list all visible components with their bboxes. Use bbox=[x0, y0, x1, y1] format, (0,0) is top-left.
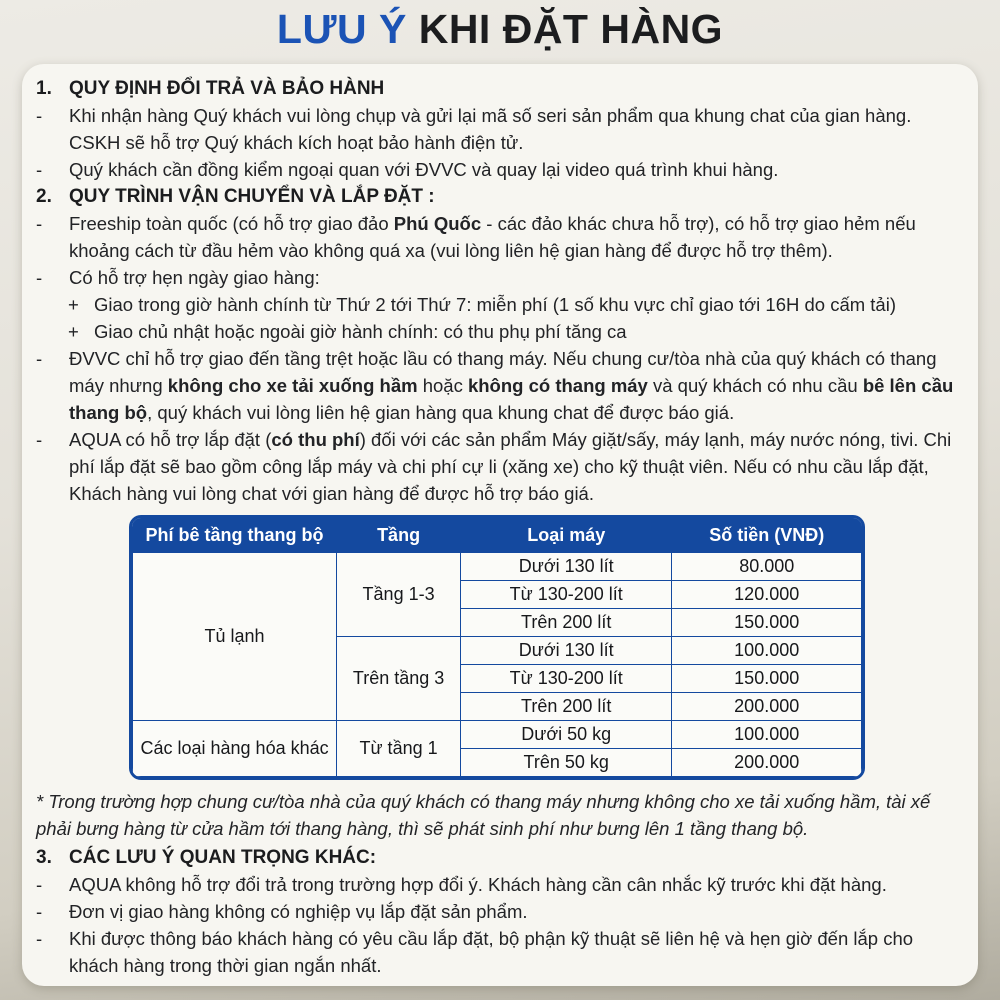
fee-table-wrap bbox=[129, 515, 865, 780]
fee-amount-cell: 120.000 bbox=[672, 581, 862, 609]
bullet-text-segment: Quý khách cần đồng kiểm ngoại quan với ĐVVC và quay lại video quá trình khui hàng. bbox=[69, 159, 779, 180]
section-heading bbox=[34, 75, 960, 102]
bullet-item bbox=[34, 345, 960, 426]
fee-category-cell: Tủ lạnh bbox=[133, 553, 337, 721]
section-heading-text: QUY ĐỊNH ĐỔI TRẢ VÀ BẢO HÀNH bbox=[69, 78, 385, 99]
bullet-text-segment: bê lên cầu thang bộ bbox=[69, 375, 954, 423]
bullet-text-segment: , quý khách vui lòng liên hệ gian hàng qua khung chat để được báo giá. bbox=[147, 402, 735, 423]
bullet-marker: - bbox=[36, 874, 43, 895]
bullet-item bbox=[34, 871, 960, 898]
fee-table-row bbox=[133, 553, 862, 581]
bullet-text bbox=[69, 898, 960, 925]
bullet-marker: + bbox=[68, 294, 79, 315]
footnote: * Trong trường hợp chung cư/tòa nhà của quý khách có thang máy nhưng không cho xe tải xuống hầm, tài xế phải bưng hàng từ cửa hầm tới thang hàng, thì sẽ phát sinh phí như bưng lên 1 tầng thang bộ. bbox=[36, 791, 931, 839]
section-heading bbox=[34, 844, 960, 871]
bullet-text-segment: Phú Quốc bbox=[393, 213, 482, 234]
bullet-text-segment: AQUA có hỗ trợ lắp đặt ( bbox=[69, 429, 272, 450]
fee-category-cell: Các loại hàng hóa khác bbox=[133, 721, 337, 777]
bullet-text-segment: Có hỗ trợ hẹn ngày giao hàng: bbox=[69, 267, 320, 288]
bullet-text bbox=[69, 102, 960, 156]
fee-machine-cell: Dưới 130 lít bbox=[461, 553, 672, 581]
bullet-item bbox=[34, 925, 960, 979]
bullet-item bbox=[34, 156, 960, 183]
bullet-text-segment: Đơn vị giao hàng không có nghiệp vụ lắp đặt sản phẩm. bbox=[69, 901, 528, 922]
bullet-marker: - bbox=[36, 159, 43, 180]
bullet-text-segment: và quý khách có nhu cầu bbox=[647, 375, 863, 396]
bullet-text-segment: có thu phí bbox=[271, 429, 360, 450]
fee-amount-cell: 80.000 bbox=[672, 553, 862, 581]
bullet-item bbox=[34, 210, 960, 264]
bullet-text-segment: không có thang máy bbox=[467, 375, 648, 396]
fee-table bbox=[132, 518, 862, 777]
bullet-text-segment: Khi nhận hàng Quý khách vui lòng chụp và gửi lại mã số seri sản phẩm qua khung chat của gian hàng. CSKH sẽ hỗ trợ Quý khách kích hoạt bảo hành điện tử. bbox=[69, 105, 912, 153]
bullet-marker: - bbox=[36, 213, 43, 234]
fee-amount-cell: 200.000 bbox=[672, 749, 862, 777]
bullet-text bbox=[69, 925, 960, 979]
section-number: 2. bbox=[36, 186, 52, 207]
page-title-highlight: LƯU Ý bbox=[276, 6, 407, 52]
bullet-text bbox=[69, 210, 960, 264]
sections-top bbox=[34, 75, 960, 507]
fee-table-header-cell: Tầng bbox=[337, 519, 461, 553]
bullet-text bbox=[69, 871, 960, 898]
fee-machine-cell: Dưới 130 lít bbox=[461, 637, 672, 665]
fee-table-body bbox=[133, 553, 862, 777]
bullet-text-segment: - các đảo khác chưa hỗ trợ), có hỗ trợ giao hẻm nếu khoảng cách từ đầu hẻm vào không quá xa (vui lòng liên hệ gian hàng để được hỗ trợ thêm). bbox=[69, 213, 916, 261]
bullet-text bbox=[94, 291, 960, 318]
fee-machine-cell: Từ 130-200 lít bbox=[461, 665, 672, 693]
bullet-marker: - bbox=[36, 901, 43, 922]
sub-bullet-item bbox=[34, 291, 960, 318]
bullet-text-segment: Freeship toàn quốc (có hỗ trợ giao đảo bbox=[69, 213, 394, 234]
bullet-item bbox=[34, 264, 960, 291]
bullet-text bbox=[69, 156, 960, 183]
bullet-marker: - bbox=[36, 267, 43, 288]
page-title bbox=[0, 0, 1000, 53]
section-number: 1. bbox=[36, 78, 52, 99]
fee-floor-cell: Trên tầng 3 bbox=[337, 637, 461, 721]
notes-card bbox=[22, 64, 978, 986]
fee-amount-cell: 100.000 bbox=[672, 721, 862, 749]
bullet-text bbox=[69, 264, 960, 291]
fee-table-row bbox=[133, 721, 862, 749]
sections-bottom bbox=[34, 844, 960, 979]
fee-table-header-cell: Phí bê tầng thang bộ bbox=[133, 519, 337, 553]
fee-machine-cell: Trên 50 kg bbox=[461, 749, 672, 777]
fee-amount-cell: 200.000 bbox=[672, 693, 862, 721]
fee-floor-cell: Tầng 1-3 bbox=[337, 553, 461, 637]
bullet-marker: - bbox=[36, 429, 43, 450]
fee-amount-cell: 150.000 bbox=[672, 609, 862, 637]
section-heading-text: QUY TRÌNH VẬN CHUYỂN VÀ LẮP ĐẶT : bbox=[69, 186, 435, 207]
bullet-marker: - bbox=[36, 348, 43, 369]
page-title-rest: KHI ĐẶT HÀNG bbox=[406, 6, 724, 52]
bullet-item bbox=[34, 898, 960, 925]
section-heading bbox=[34, 183, 960, 210]
section-number: 3. bbox=[36, 847, 52, 868]
fee-machine-cell: Từ 130-200 lít bbox=[461, 581, 672, 609]
fee-table-header bbox=[133, 519, 862, 553]
fee-table-header-cell: Số tiền (VNĐ) bbox=[672, 519, 862, 553]
bullet-text-segment: không cho xe tải xuống hầm bbox=[167, 375, 418, 396]
bullet-item bbox=[34, 102, 960, 156]
fee-table-header-row bbox=[133, 519, 862, 553]
bullet-text bbox=[94, 318, 960, 345]
fee-floor-cell: Từ tầng 1 bbox=[337, 721, 461, 777]
bullet-text bbox=[69, 345, 960, 426]
section-heading-text: CÁC LƯU Ý QUAN TRỌNG KHÁC: bbox=[69, 847, 377, 868]
bullet-marker: + bbox=[68, 321, 79, 342]
bullet-text bbox=[69, 426, 960, 507]
fee-machine-cell: Trên 200 lít bbox=[461, 693, 672, 721]
fee-machine-cell: Trên 200 lít bbox=[461, 609, 672, 637]
bullet-text-segment: hoặc bbox=[417, 375, 468, 396]
fee-amount-cell: 100.000 bbox=[672, 637, 862, 665]
fee-amount-cell: 150.000 bbox=[672, 665, 862, 693]
bullet-text-segment: ĐVVC chỉ hỗ trợ giao đến tầng trệt hoặc lầu có thang máy. Nếu chung cư/tòa nhà của quý khách có thang máy nhưng bbox=[69, 348, 937, 396]
bullet-text-segment: Giao chủ nhật hoặc ngoài giờ hành chính: có thu phụ phí tăng ca bbox=[94, 321, 627, 342]
bullet-text-segment: Khi được thông báo khách hàng có yêu cầu lắp đặt, bộ phận kỹ thuật sẽ liên hệ và hẹn giờ đến lắp cho khách hàng trong thời gian ngắn nhất. bbox=[69, 928, 914, 976]
bullet-item bbox=[34, 426, 960, 507]
bullet-text-segment: AQUA không hỗ trợ đổi trả trong trường hợp đổi ý. Khách hàng cần cân nhắc kỹ trước khi đặt hàng. bbox=[69, 874, 887, 895]
sub-bullet-item bbox=[34, 318, 960, 345]
fee-machine-cell: Dưới 50 kg bbox=[461, 721, 672, 749]
fee-table-header-cell: Loại máy bbox=[461, 519, 672, 553]
bullet-marker: - bbox=[36, 105, 43, 126]
bullet-text-segment: Giao trong giờ hành chính từ Thứ 2 tới Thứ 7: miễn phí (1 số khu vực chỉ giao tới 16H do cấm tải) bbox=[94, 294, 896, 315]
bullet-marker: - bbox=[36, 928, 43, 949]
bullet-text-segment: ) đối với các sản phẩm Máy giặt/sấy, máy lạnh, máy nước nóng, tivi. Chi phí lắp đặt sẽ bao gồm công lắp máy và chi phí cự li (xăng xe) cho kỹ thuật viên. Nếu có nhu cầu lắp đặt, Khách hàng vui lòng chat với gian hàng để được hỗ trợ báo giá. bbox=[69, 429, 952, 504]
